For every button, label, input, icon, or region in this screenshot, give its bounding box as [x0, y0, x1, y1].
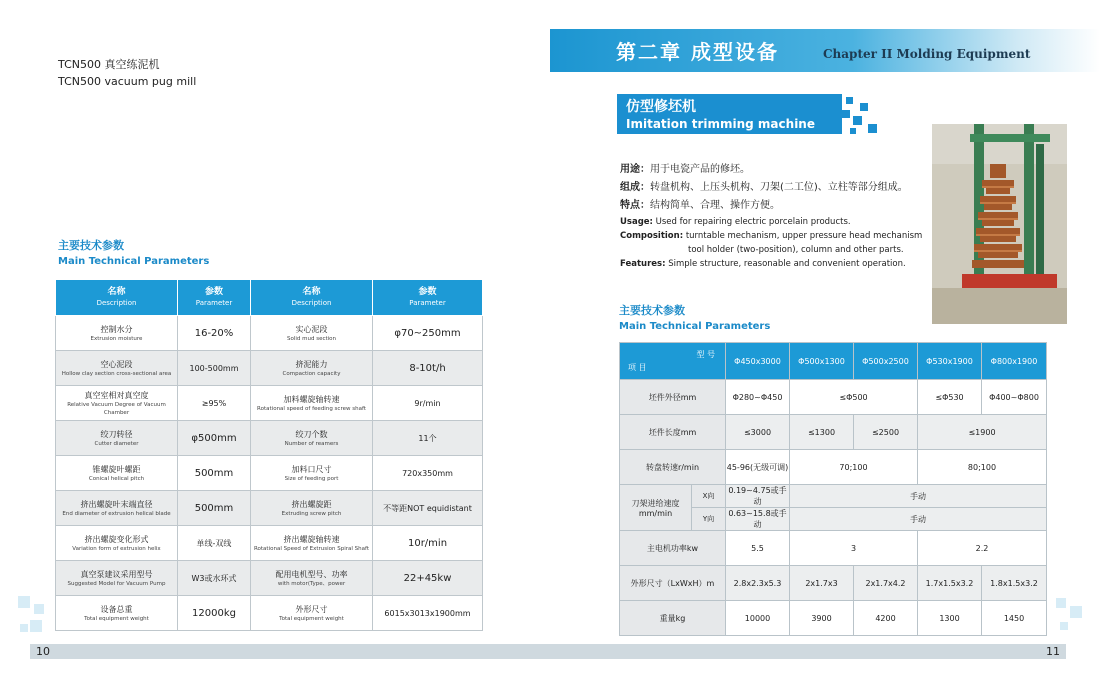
header-parameter: 参数 Parameter	[178, 280, 251, 316]
cell: 3	[790, 531, 918, 566]
row-label: 坯件长度mm	[620, 415, 726, 450]
section-heading-cn: 主要技术参数	[619, 304, 685, 317]
section-heading-en: Main Technical Parameters	[58, 256, 210, 267]
param-name: 设备总重 Total equipment weight	[56, 596, 178, 631]
param-value: 单线-双线	[178, 526, 251, 561]
table-row	[56, 351, 483, 386]
cell: 2x1.7x4.2	[854, 566, 918, 601]
decor-square	[1060, 622, 1068, 630]
param-value: 8-10t/h	[373, 351, 483, 386]
header-model: Φ500x2500	[854, 343, 918, 380]
decor-square	[853, 116, 862, 125]
table-row	[620, 531, 1047, 566]
decor-square	[34, 604, 44, 614]
features-en-line: Features: Simple structure, reasonable and convenient operation.	[620, 259, 906, 269]
row-label: 主电机功率kw	[620, 531, 726, 566]
product-title	[58, 56, 196, 90]
decor-square	[846, 97, 853, 104]
table-row	[56, 561, 483, 596]
param-name: 空心泥段 Hollow clay section cross-sectional area	[56, 351, 178, 386]
param-name: 锥螺旋叶螺距 Conical helical pitch	[56, 456, 178, 491]
param-value: 720x350mm	[373, 456, 483, 491]
table-row	[620, 380, 1047, 415]
decor-square	[842, 110, 850, 118]
table-row	[56, 596, 483, 631]
cell: 0.63~15.8或手动	[726, 508, 790, 531]
param-name: 绞刀个数 Number of reamers	[251, 421, 373, 456]
page-number: 10	[36, 645, 50, 658]
page-number: 11	[1046, 645, 1060, 658]
param-name: 挤出螺旋轴转速 Rotational Speed of Extrusion Spiral Shaft	[251, 526, 373, 561]
cell: ≤2500	[854, 415, 918, 450]
usage-cn-block	[620, 161, 908, 215]
cell: 10000	[726, 601, 790, 636]
row-label: 转盘转速r/min	[620, 450, 726, 485]
chapter-title-cn: 第二章 成型设备	[616, 40, 779, 64]
header-item-label: 项 目	[628, 363, 647, 372]
table-row	[56, 386, 483, 421]
section-heading	[58, 238, 209, 270]
cell: 手动	[790, 485, 1047, 508]
header-model-label: 型 号	[696, 350, 715, 359]
cell: 1300	[918, 601, 982, 636]
table-header-row	[620, 343, 1047, 380]
machine-title-en: Imitation trimming machine	[626, 117, 815, 131]
cell: ≤1900	[918, 415, 1047, 450]
decor-square	[20, 624, 28, 632]
cell: 1450	[982, 601, 1047, 636]
cell: 4200	[854, 601, 918, 636]
product-title-en: TCN500 vacuum pug mill	[58, 75, 197, 88]
param-value: 16-20%	[178, 316, 251, 351]
param-value: 100-500mm	[178, 351, 251, 386]
spec-table	[619, 342, 1047, 636]
decor-square	[834, 124, 841, 131]
param-name: 控制水分 Extrusion moisture	[56, 316, 178, 351]
composition-line: 组成：转盘机构、上压头机构、刀架(二工位)、立柱等部分组成。	[620, 182, 908, 193]
cell: 80;100	[918, 450, 1047, 485]
table-row	[620, 601, 1047, 636]
header-description: 名称 Description	[56, 280, 178, 316]
cell: 0.19~4.75或手动	[726, 485, 790, 508]
table-header-row	[56, 280, 483, 316]
header-model: Φ450x3000	[726, 343, 790, 380]
usage-en-line: Usage: Used for repairing electric porcelain products.	[620, 217, 851, 227]
param-name: 真空室相对真空度 Relative Vacuum Degree of Vacuum Chamber	[56, 386, 178, 421]
param-value: 500mm	[178, 456, 251, 491]
param-value: 12000kg	[178, 596, 251, 631]
param-name: 实心泥段 Solid mud section	[251, 316, 373, 351]
cell: 5.5	[726, 531, 790, 566]
param-value: W3或水环式	[178, 561, 251, 596]
cell: 70;100	[790, 450, 918, 485]
decor-square	[860, 103, 868, 111]
param-value: φ500mm	[178, 421, 251, 456]
usage-en-block	[620, 215, 922, 271]
header-model: Φ530x1900	[918, 343, 982, 380]
cell: 45-96(无级可调)	[726, 450, 790, 485]
table-row	[620, 415, 1047, 450]
param-name: 挤出螺旋变化形式 Variation form of extrusion helix	[56, 526, 178, 561]
row-label: 重量kg	[620, 601, 726, 636]
cell: 2.2	[918, 531, 1047, 566]
header-parameter: 参数 Parameter	[373, 280, 483, 316]
param-name: 挤出螺旋距 Extruding screw pitch	[251, 491, 373, 526]
cell: 2.8x2.3x5.3	[726, 566, 790, 601]
cell: Φ280~Φ450	[726, 380, 790, 415]
param-name: 配用电机型号、功率 with motor(Type、power	[251, 561, 373, 596]
usage-line: 用途：用于电瓷产品的修坯。	[620, 164, 750, 175]
machine-photo	[932, 124, 1067, 324]
table-row	[56, 421, 483, 456]
table-row	[620, 566, 1047, 601]
decor-square	[18, 596, 30, 608]
row-sublabel: Y向	[692, 508, 726, 531]
param-name: 真空泵建议采用型号 Suggested Model for Vacuum Pump	[56, 561, 178, 596]
cell: ≤Φ530	[918, 380, 982, 415]
header-corner-cell	[620, 343, 726, 380]
row-label: 坯件外径mm	[620, 380, 726, 415]
cell: 1.7x1.5x3.2	[918, 566, 982, 601]
table-row	[56, 456, 483, 491]
table-row	[56, 491, 483, 526]
header-description: 名称 Description	[251, 280, 373, 316]
cell: ≤3000	[726, 415, 790, 450]
trimming-machine-image	[932, 124, 1067, 324]
param-value: ≥95%	[178, 386, 251, 421]
cell: ≤1300	[790, 415, 854, 450]
section-heading-en: Main Technical Parameters	[619, 321, 771, 332]
row-sublabel: X向	[692, 485, 726, 508]
table-row	[620, 485, 1047, 508]
param-value: 10r/min	[373, 526, 483, 561]
decor-square	[1070, 606, 1082, 618]
cell: 2x1.7x3	[790, 566, 854, 601]
param-value: 500mm	[178, 491, 251, 526]
table-row	[620, 450, 1047, 485]
row-label: 刀架进给速度mm/min	[620, 485, 692, 531]
decor-square	[868, 124, 877, 133]
cell: ≤Φ500	[790, 380, 918, 415]
param-value: 22+45kw	[373, 561, 483, 596]
cell: Φ400~Φ800	[982, 380, 1047, 415]
row-label: 外形尺寸（LxWxH）m	[620, 566, 726, 601]
param-name: 外形尺寸 Total equipment weight	[251, 596, 373, 631]
section-heading	[619, 303, 770, 335]
composition-en-line-2: tool holder (two-position), column and other parts.	[688, 245, 904, 255]
right-page	[550, 0, 1100, 693]
param-value: 6015x3013x1900mm	[373, 596, 483, 631]
table-row	[56, 316, 483, 351]
param-value: φ70~250mm	[373, 316, 483, 351]
composition-en-line: Composition: turntable mechanism, upper pressure head mechanism	[620, 231, 923, 241]
param-name: 加料口尺寸 Size of feeding port	[251, 456, 373, 491]
parameter-table	[55, 279, 483, 631]
cell: 手动	[790, 508, 1047, 531]
decor-square	[30, 620, 42, 632]
header-model: Φ500x1300	[790, 343, 854, 380]
decor-square	[832, 97, 841, 106]
cell: 1.8x1.5x3.2	[982, 566, 1047, 601]
param-value: 11个	[373, 421, 483, 456]
param-name: 挤出螺旋叶末端直径 End diameter of extrusion helical blade	[56, 491, 178, 526]
chapter-title-en: Chapter II Molding Equipment	[823, 47, 1031, 61]
param-name: 加料螺旋轴转速 Rotational speed of feeding screw shaft	[251, 386, 373, 421]
param-name: 挤泥能力 Compaction capacity	[251, 351, 373, 386]
page-footer-bar	[550, 644, 1066, 659]
decor-square	[850, 128, 856, 134]
param-name: 绞刀转径 Cutter diameter	[56, 421, 178, 456]
header-model: Φ800x1900	[982, 343, 1047, 380]
page-footer-bar	[30, 644, 550, 659]
features-line: 特点：结构简单、合理、操作方便。	[620, 200, 780, 211]
cell: 3900	[790, 601, 854, 636]
decor-square	[1056, 598, 1066, 608]
param-value: 9r/min	[373, 386, 483, 421]
section-heading-cn: 主要技术参数	[58, 239, 124, 252]
param-value: 不等距NOT equidistant	[373, 491, 483, 526]
table-row	[56, 526, 483, 561]
product-title-cn: TCN500 真空练泥机	[58, 58, 160, 71]
machine-title-cn: 仿型修坯机	[626, 99, 696, 115]
